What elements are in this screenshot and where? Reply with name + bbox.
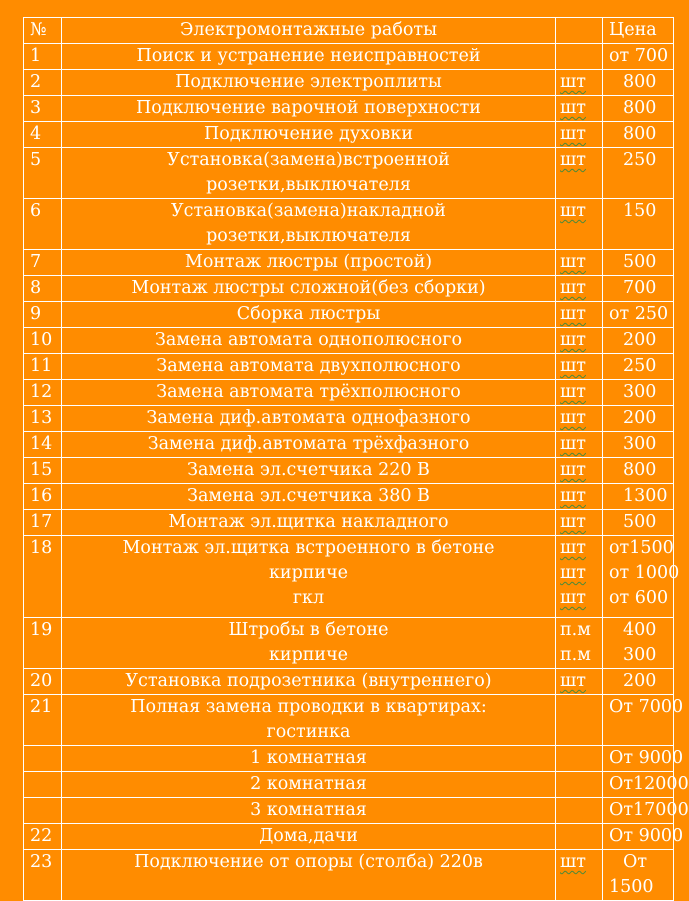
service-name-line: 2 комнатная <box>250 774 367 794</box>
service-name <box>62 824 556 850</box>
service-name-line: Сборка люстры <box>236 304 381 324</box>
price-line: 250 <box>623 150 657 170</box>
unit <box>556 70 603 96</box>
price <box>603 746 684 772</box>
table-row <box>24 484 674 510</box>
unit-line: шт <box>560 304 586 324</box>
row-number: 23 <box>24 850 62 901</box>
service-name-line: Монтаж люстры (простой) <box>184 252 433 272</box>
unit-line: шт <box>560 124 586 144</box>
service-name-line: 3 комнатная <box>250 800 367 820</box>
price-line: 1300 <box>623 486 668 506</box>
service-name-line: Установка(замена)встроенной <box>167 150 450 170</box>
service-name-line: Полная замена проводки в квартирах: <box>130 697 487 717</box>
price <box>603 484 674 510</box>
table-row <box>24 70 674 96</box>
service-name-line: Поиск и устранение неисправностей <box>136 46 481 66</box>
price-line: от 600 <box>609 588 669 608</box>
table-row <box>24 772 674 798</box>
price-line: 300 <box>623 382 657 402</box>
unit-line: шт <box>560 460 586 480</box>
table-row <box>24 406 674 432</box>
price-line: 300 <box>623 434 657 454</box>
row-number: 13 <box>24 406 62 432</box>
service-name-line: розетки,выключателя <box>206 175 411 195</box>
row-number: 8 <box>24 276 62 302</box>
unit-line: шт <box>560 150 586 170</box>
service-name-line: гостинка <box>266 722 351 742</box>
service-name-line: кирпиче <box>268 563 349 583</box>
row-number: 12 <box>24 380 62 406</box>
unit <box>556 199 603 250</box>
service-name-line: Подключение варочной поверхности <box>136 98 481 118</box>
service-name-line: 1 комнатная <box>250 748 367 768</box>
header-num: № <box>24 18 62 44</box>
unit <box>556 328 603 354</box>
price-line: от 700 <box>609 46 669 66</box>
table-row <box>24 798 674 824</box>
table-row <box>24 328 674 354</box>
row-number <box>24 798 62 824</box>
table-row <box>24 824 674 850</box>
table-row <box>24 458 674 484</box>
table-row <box>24 850 674 901</box>
price-line: От 7000 <box>609 697 684 717</box>
price-line: 300 <box>623 645 657 665</box>
service-name-line: Монтаж эл.щитка встроенного в бетоне <box>122 538 495 558</box>
unit <box>556 354 603 380</box>
row-number <box>24 772 62 798</box>
row-number: 7 <box>24 250 62 276</box>
price-line: 800 <box>623 124 657 144</box>
service-name <box>62 328 556 354</box>
price <box>603 406 674 432</box>
unit <box>556 772 603 798</box>
price <box>603 354 674 380</box>
service-name <box>62 302 556 328</box>
unit <box>556 536 603 618</box>
price-line: 150 <box>623 201 657 221</box>
unit <box>556 302 603 328</box>
service-name-line: Замена эл.счетчика 220 В <box>187 460 430 480</box>
service-name-line: Подключение электроплиты <box>175 72 442 92</box>
service-name-line: Замена диф.автомата трёхфазного <box>147 434 470 454</box>
unit <box>556 695 603 746</box>
unit <box>556 122 603 148</box>
unit <box>556 510 603 536</box>
unit-line: шт <box>560 252 586 272</box>
service-name <box>62 70 556 96</box>
table-row <box>24 746 674 772</box>
price-line: 700 <box>623 278 657 298</box>
service-name-line: Замена автомата двухполюсного <box>156 356 461 376</box>
price-line: 500 <box>623 252 657 272</box>
service-name-line: гкл <box>292 588 325 608</box>
table-row <box>24 122 674 148</box>
price-line: 400 <box>623 620 657 640</box>
service-name-line: Монтаж эл.щитка накладного <box>168 512 449 532</box>
table-row <box>24 250 674 276</box>
header-name: Электромонтажные работы <box>62 18 556 44</box>
row-number: 11 <box>24 354 62 380</box>
price <box>603 122 674 148</box>
unit-line: шт <box>560 98 586 118</box>
price-line: От 9000 <box>609 826 684 846</box>
price <box>603 199 674 250</box>
table-row <box>24 44 674 70</box>
unit <box>556 432 603 458</box>
unit-line: шт <box>560 330 586 350</box>
price-line: от 250 <box>609 304 669 324</box>
unit <box>556 824 603 850</box>
price-line: От12000 <box>609 774 689 794</box>
unit-line: шт <box>560 72 586 92</box>
unit-line <box>560 746 598 771</box>
service-name-line: Подключение от опоры (столба) 220в <box>134 852 483 872</box>
price-line: 1500 <box>609 877 654 897</box>
service-name <box>62 380 556 406</box>
unit-line: п.м <box>560 620 591 640</box>
unit <box>556 44 603 70</box>
unit-line: шт <box>560 278 586 298</box>
row-number: 18 <box>24 536 62 618</box>
unit-line: шт <box>560 434 586 454</box>
price <box>603 850 674 901</box>
price-line: 800 <box>623 98 657 118</box>
row-number: 6 <box>24 199 62 250</box>
row-number: 20 <box>24 669 62 695</box>
unit <box>556 746 603 772</box>
price <box>603 618 674 669</box>
price-table <box>23 17 689 901</box>
unit-line: шт <box>560 538 586 558</box>
unit-line <box>560 44 598 69</box>
row-number: 16 <box>24 484 62 510</box>
service-name-line: Подключение духовки <box>204 124 413 144</box>
unit-line: п.м <box>560 645 591 665</box>
service-name-line: Дома,дачи <box>259 826 358 846</box>
service-name <box>62 746 556 772</box>
unit-line <box>560 772 598 797</box>
unit <box>556 484 603 510</box>
service-name <box>62 798 556 824</box>
table-row <box>24 96 674 122</box>
row-number: 4 <box>24 122 62 148</box>
price <box>603 536 680 618</box>
service-name-line: Замена диф.автомата однофазного <box>146 408 471 428</box>
row-number: 15 <box>24 458 62 484</box>
service-name <box>62 432 556 458</box>
service-name <box>62 148 556 199</box>
price-line: 800 <box>623 460 657 480</box>
table-row <box>24 669 674 695</box>
service-name-line: Замена эл.счетчика 380 В <box>187 486 430 506</box>
unit-line <box>560 695 598 720</box>
unit-line: шт <box>560 486 586 506</box>
service-name <box>62 458 556 484</box>
table-row <box>24 276 674 302</box>
unit <box>556 458 603 484</box>
price <box>603 798 689 824</box>
table-row <box>24 199 674 250</box>
price <box>603 824 684 850</box>
price <box>603 70 674 96</box>
service-name-line: кирпиче <box>268 645 349 665</box>
unit <box>556 250 603 276</box>
unit-line: шт <box>560 356 586 376</box>
unit <box>556 406 603 432</box>
price-line: 800 <box>623 72 657 92</box>
service-name <box>62 406 556 432</box>
unit-line: шт <box>560 382 586 402</box>
unit-line: шт <box>560 408 586 428</box>
table-row <box>24 432 674 458</box>
table-row <box>24 536 674 618</box>
service-name <box>62 695 556 746</box>
row-number <box>24 746 62 772</box>
service-name <box>62 44 556 70</box>
row-number: 17 <box>24 510 62 536</box>
service-name <box>62 199 556 250</box>
price-line: от 1000 <box>609 563 680 583</box>
table-row <box>24 695 674 746</box>
service-name <box>62 618 556 669</box>
price <box>603 669 674 695</box>
unit-line <box>560 798 598 823</box>
row-number: 22 <box>24 824 62 850</box>
service-name <box>62 536 556 618</box>
unit <box>556 618 603 669</box>
price <box>603 302 674 328</box>
price <box>603 380 674 406</box>
service-name-line: Установка подрозетника (внутреннего) <box>125 671 492 691</box>
price-line: 200 <box>623 671 657 691</box>
price-line: 500 <box>623 512 657 532</box>
unit <box>556 669 603 695</box>
row-number: 5 <box>24 148 62 199</box>
service-name-line: Установка(замена)накладной <box>171 201 446 221</box>
unit-line: шт <box>560 588 586 608</box>
unit <box>556 148 603 199</box>
service-name <box>62 354 556 380</box>
price <box>603 44 674 70</box>
price <box>603 328 674 354</box>
service-name <box>62 669 556 695</box>
table-row <box>24 148 674 199</box>
row-number: 2 <box>24 70 62 96</box>
row-number: 21 <box>24 695 62 746</box>
price <box>603 96 674 122</box>
unit <box>556 380 603 406</box>
service-name <box>62 276 556 302</box>
price-line: 200 <box>623 408 657 428</box>
unit-line: шт <box>560 563 586 583</box>
unit <box>556 276 603 302</box>
header-unit <box>556 18 603 44</box>
service-name <box>62 122 556 148</box>
table-row <box>24 618 674 669</box>
service-name-line: Замена автомата трёхполюсного <box>156 382 461 402</box>
price <box>603 148 674 199</box>
unit-line <box>560 824 598 849</box>
unit-line: шт <box>560 201 586 221</box>
row-number: 14 <box>24 432 62 458</box>
price-line: 200 <box>623 330 657 350</box>
header-row <box>24 18 674 44</box>
price <box>603 276 674 302</box>
service-name <box>62 96 556 122</box>
service-name-line: розетки,выключателя <box>206 226 411 246</box>
unit-line: шт <box>560 852 586 872</box>
unit <box>556 798 603 824</box>
price-line: От17000 <box>609 800 689 820</box>
table-row <box>24 354 674 380</box>
service-name-line: Штробы в бетоне <box>228 620 389 640</box>
price <box>603 695 684 746</box>
service-name <box>62 484 556 510</box>
table-row <box>24 302 674 328</box>
row-number: 1 <box>24 44 62 70</box>
price <box>603 510 674 536</box>
price <box>603 432 674 458</box>
price <box>603 772 689 798</box>
service-name-line: Замена автомата однополюсного <box>155 330 462 350</box>
unit <box>556 850 603 901</box>
service-name <box>62 850 556 901</box>
price-line: от1500 <box>609 538 674 558</box>
row-number: 19 <box>24 618 62 669</box>
price-line: От 9000 <box>609 748 684 768</box>
header-price: Цена <box>603 18 674 44</box>
service-name <box>62 250 556 276</box>
price-line: 250 <box>623 356 657 376</box>
service-name-line: Монтаж люстры сложной(без сборки) <box>131 278 486 298</box>
unit <box>556 96 603 122</box>
price <box>603 458 674 484</box>
row-number: 9 <box>24 302 62 328</box>
row-number: 3 <box>24 96 62 122</box>
table-row <box>24 510 674 536</box>
unit-line: шт <box>560 671 586 691</box>
price-line: От <box>623 852 648 872</box>
price <box>603 250 674 276</box>
service-name <box>62 772 556 798</box>
row-number: 10 <box>24 328 62 354</box>
unit-line: шт <box>560 512 586 532</box>
table-row <box>24 380 674 406</box>
service-name <box>62 510 556 536</box>
